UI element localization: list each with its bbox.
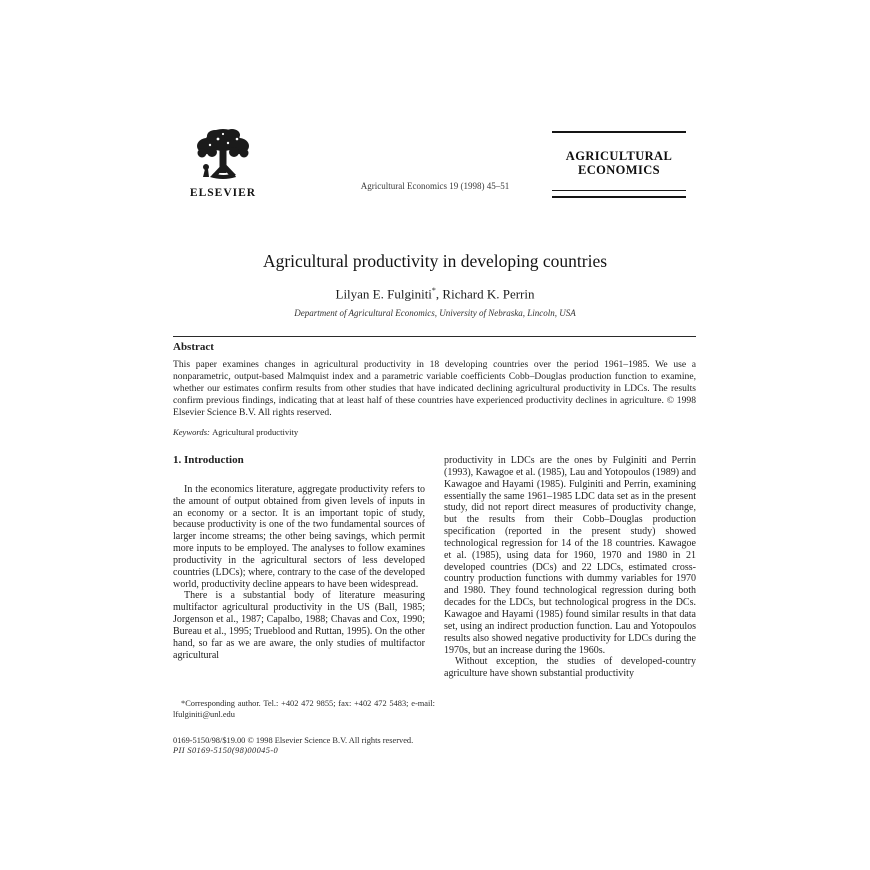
author-line (174, 286, 696, 302)
body-column-left (173, 455, 425, 662)
corresponding-author-footnote: *Corresponding author. Tel.: +402 472 9855; fax: +402 472 5483; e-mail: lfulginiti@unl.edu (173, 699, 435, 719)
intro-paragraph-4: Without exception, the studies of developed-country agriculture have shown substantial productivity (444, 656, 696, 680)
affiliation: Department of Agricultural Economics, University of Nebraska, Lincoln, USA (294, 308, 576, 318)
article-title: Agricultural productivity in developing countries (262, 251, 608, 271)
journal-name-line2: ECONOMICS (577, 162, 661, 177)
abstract-text: This paper examines changes in agricultural productivity in 18 developing countries over the period 1961–1985. We use a nonparametric, output-based Malmquist index and a parametric variable coefficients Cobb–Douglas production function to examine, whether our estimates confirm results from other studies that have indicated declining agricultural productivity in LDCs. The results confirm previous findings, indicating that at least half of these countries have experienced productivity declines in agriculture. © 1998 Elsevier Science B.V. All rights reserved. (173, 359, 696, 418)
flag-bottom-rule (552, 190, 686, 198)
author-1: Lilyan E. Fulginiti (335, 286, 432, 302)
author-2: , Richard K. Perrin (435, 286, 535, 302)
keywords-value: Agricultural productivity (212, 427, 299, 437)
publisher-name: ELSEVIER (189, 187, 257, 199)
intro-paragraph-1: In the economics literature, aggregate productivity refers to the amount of output obtained from given levels of inputs in an economy or a sector. It is an important topic of study, because productivity is one of the two fundamental sources of larger income streams; the other being savings, which permit more inputs to be employed. The analyses to follow examines productivity in the agricultural sectors of less developed countries (LDCs); where, contrary to the case of the developed world, productivity decline appears to have been widespread. (173, 483, 425, 590)
intro-paragraph-3: productivity in LDCs are the ones by Fulginiti and Perrin (1993), Kawagoe et al. (1985), Lau and Yotopoulos (1989) and Kawagoe and Hayami (1985). Fulginiti and Perrin, examining essentially the same 1961–1985 LDC data set as in the present study, did not report direct measures of productivity change, but the results from their Cobb–Douglas production specification (reported in the present study) showed technological regression for 14 of the 18 countries. Kawagoe et al. (1985), using data for 1960, 1970 and 1980 in 21 developed countries (DCs) and 22 LDCs, estimated cross-country production functions with dummy variables for 1970 and 1980. They found technological regression during both decades for the LDCs, but technological progress in the DCs. Kawagoe and Hayami (1985) found similar results in that data set, using an indirect production function. Lau and Yotopoulos results also showed negative productivity for LDCs during the 1970s, but an increase during the 1960s. (444, 455, 696, 656)
journal-name-line1: AGRICULTURAL (565, 149, 673, 163)
issn-copyright-line: 0169-5150/98/$19.00 © 1998 Elsevier Science B.V. All rights reserved. (173, 736, 414, 745)
keywords-line (173, 427, 696, 437)
intro-paragraph-2: There is a substantial body of literature measuring multifactor agricultural productivity in the US (Ball, 1985; Jorgenson et al., 1987; Capalbo, 1988; Chavas and Cox, 1990; Bureau et al., 1995; Trueblood and Ruttan, 1995). On the other hand, so far as we are aware, the only studies of multifactor agricultural (173, 590, 425, 661)
journal-flag (552, 131, 686, 198)
section-heading-introduction: 1. Introduction (173, 454, 244, 466)
corresponding-author-marker: * (431, 286, 436, 295)
copyright-footer (173, 736, 493, 757)
abstract-heading: Abstract (173, 341, 214, 353)
elsevier-tree-icon (192, 127, 254, 181)
flag-top-rule (552, 131, 686, 133)
keywords-label: Keywords: (173, 427, 210, 437)
pii-line: PII S0169-5150(98)00045-0 (173, 746, 279, 756)
abstract-top-rule (173, 336, 696, 337)
body-column-right (444, 455, 696, 680)
journal-citation: Agricultural Economics 19 (1998) 45–51 (360, 181, 510, 191)
